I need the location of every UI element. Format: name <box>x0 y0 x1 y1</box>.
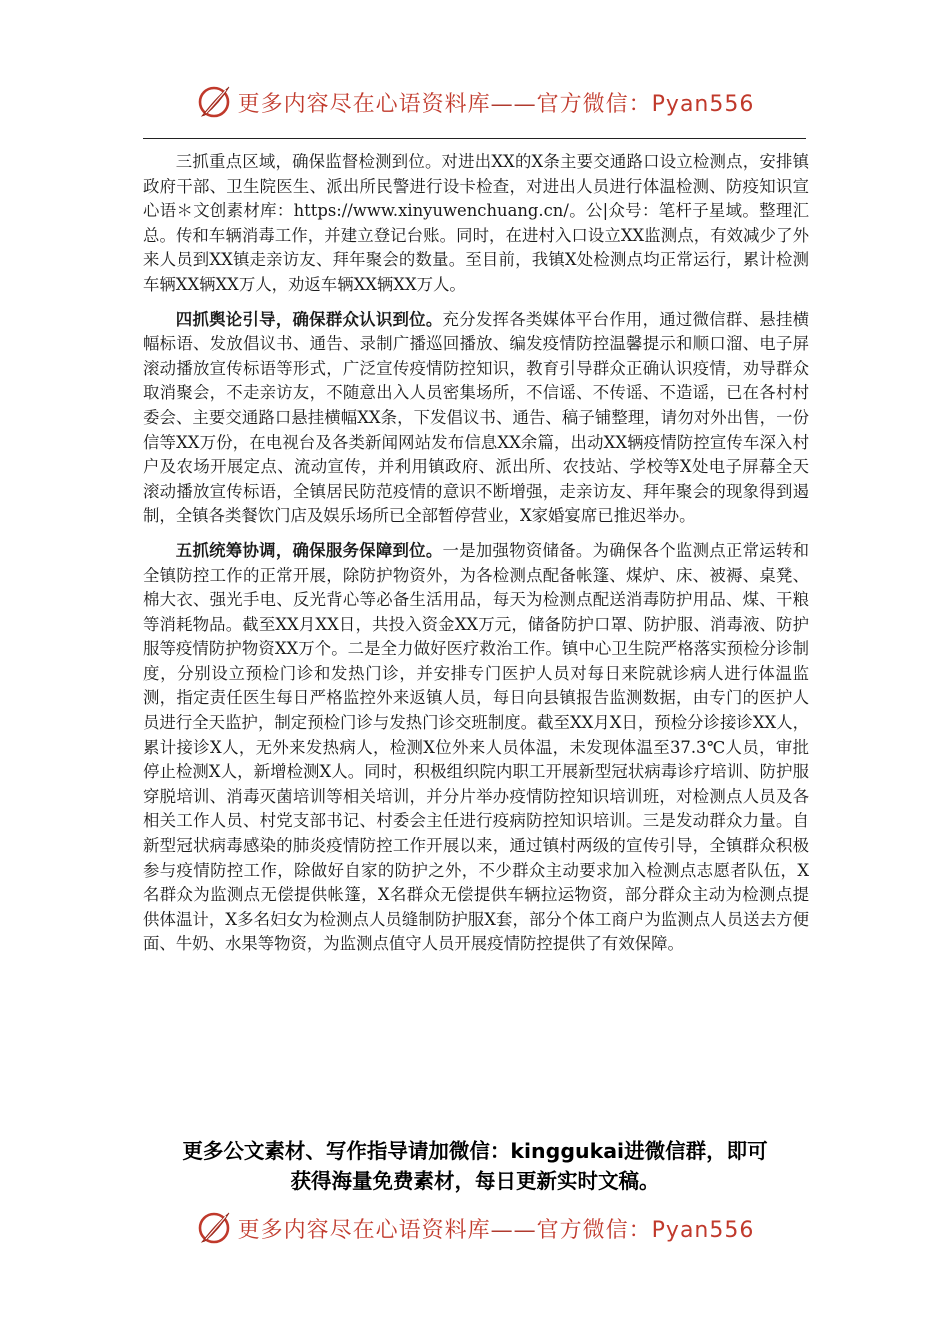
promo-notice <box>120 1136 830 1196</box>
header-divider <box>143 138 806 139</box>
paragraph-1: 三抓重点区域，确保监督检测到位。对进出XX的X条主要交通路口设立检测点，安排镇政府干部、卫生院医生、派出所民警进行设卡检查，对进出人员进行体温检测、防疫知识宣心语＊文创素材库：https://www.xinyuwenchuang.cn/。公|众号：笔杆子星域。整理汇总。传和车辆消毒工作，并建立登记台账。同时，在进村入口设立XX监测点，有效减少了外来人员到XX镇走亲访友、拜年聚会的数量。至目前，我镇X处检测点均正常运行，累计检测车辆XX辆XX万人，劝返车辆XX辆XX万人。 <box>143 152 809 294</box>
document-body <box>143 150 809 967</box>
paragraph-heading: 四抓舆论引导，确保群众认识到位。 <box>175 309 443 329</box>
quill-pen-logo-icon <box>196 84 232 120</box>
header-banner-text: 更多内容尽在心语资料库——官方微信：Pyan556 <box>237 91 755 117</box>
footer-banner-text: 更多内容尽在心语资料库——官方微信：Pyan556 <box>237 1217 755 1243</box>
promo-notice-line-2: 获得海量免费素材，每日更新实时文稿。 <box>290 1169 660 1193</box>
promo-notice-line-1: 更多公文素材、写作指导请加微信：kinggukai进微信群，即可 <box>182 1139 768 1163</box>
paragraph-3: 五抓统筹协调，确保服务保障到位。一是加强物资储备。为确保各个监测点正常运转和全镇防控工作的正常开展，除防护物资外，为各检测点配备帐篷、煤炉、床、被褥、桌凳、棉大衣、强光手电、反光背心等必备生活用品，每天为检测点配送消毒防护用品、煤、干粮等消耗物品。截至XX月XX日，共投入资金XX万元，储备防护口罩、防护服、消毒液、防护服等疫情防护物资XX万个。二是全力做好医疗救治工作。镇中心卫生院严格落实预检分诊制度，分别设立预检门诊和发热门诊，并安排专门医护人员对每日来院就诊病人进行体温监测，指定责任医生每日严格监控外来返镇人员，每日向县镇报告监测数据，由专门的医护人员进行全天监护，制定预检门诊与发热门诊交班制度。截至XX月X日，预检分诊接诊XX人，累计接诊X人，无外来发热病人，检测X位外来人员体温，未发现体温至37.3℃人员，审批停止检测X人，新增检测X人。同时，积极组织院内职工开展新型冠状病毒诊疗培训、防护服穿脱培训、消毒灭菌培训等相关培训，并分片举办疫情防控知识培训班，对检测点人员及各相关工作人员、村党支部书记、村委会主任进行疫病防控知识培训。三是发动群众力量。自新型冠状病毒感染的肺炎疫情防控工作开展以来，通过镇村两级的宣传引导，全镇群众积极参与疫情防控工作，除做好自家的防护之外，不少群众主动要求加入检测点志愿者队伍，X名群众为监测点无偿提供帐篷，X名群众无偿提供车辆拉运物资，部分群众主动为检测点提供体温计，X多名妇女为检测点人员缝制防护服X套，部分个体工商户为监测点人员送去方便面、牛奶、水果等物资，为监测点值守人员开展疫情防控提供了有效保障。 <box>143 540 810 954</box>
footer-banner <box>0 1206 950 1250</box>
header-banner <box>0 80 950 124</box>
paragraph-2: 四抓舆论引导，确保群众认识到位。充分发挥各类媒体平台作用，通过微信群、悬挂横幅标语、发放倡议书、通告、录制广播巡回播放、编发疫情防控温馨提示和顺口溜、电子屏滚动播放宣传标语等形式，广泛宣传疫情防控知识，教育引导群众正确认识疫情，劝导群众取消聚会，不走亲访友，不随意出入人员密集场所，不信谣、不传谣、不造谣，已在各村村委会、主要交通路口悬挂横幅XX条，下发倡议书、通告、稿子铺整理，请勿对外出售，一份信等XX万份，在电视台及各类新闻网站发布信息XX余篇，出动XX辆疫情防控宣传车深入村户及农场开展定点、流动宣传，并利用镇政府、派出所、农技站、学校等X处电子屏幕全天滚动播放宣传标语，全镇居民防范疫情的意识不断增强，走亲访友、拜年聚会的现象得到遏制，全镇各类餐饮门店及娱乐场所已全部暂停营业，X家婚宴席已推迟举办。 <box>143 309 810 526</box>
quill-pen-logo-icon <box>196 1210 232 1246</box>
paragraph-heading: 五抓统筹协调，确保服务保障到位。 <box>175 540 443 560</box>
